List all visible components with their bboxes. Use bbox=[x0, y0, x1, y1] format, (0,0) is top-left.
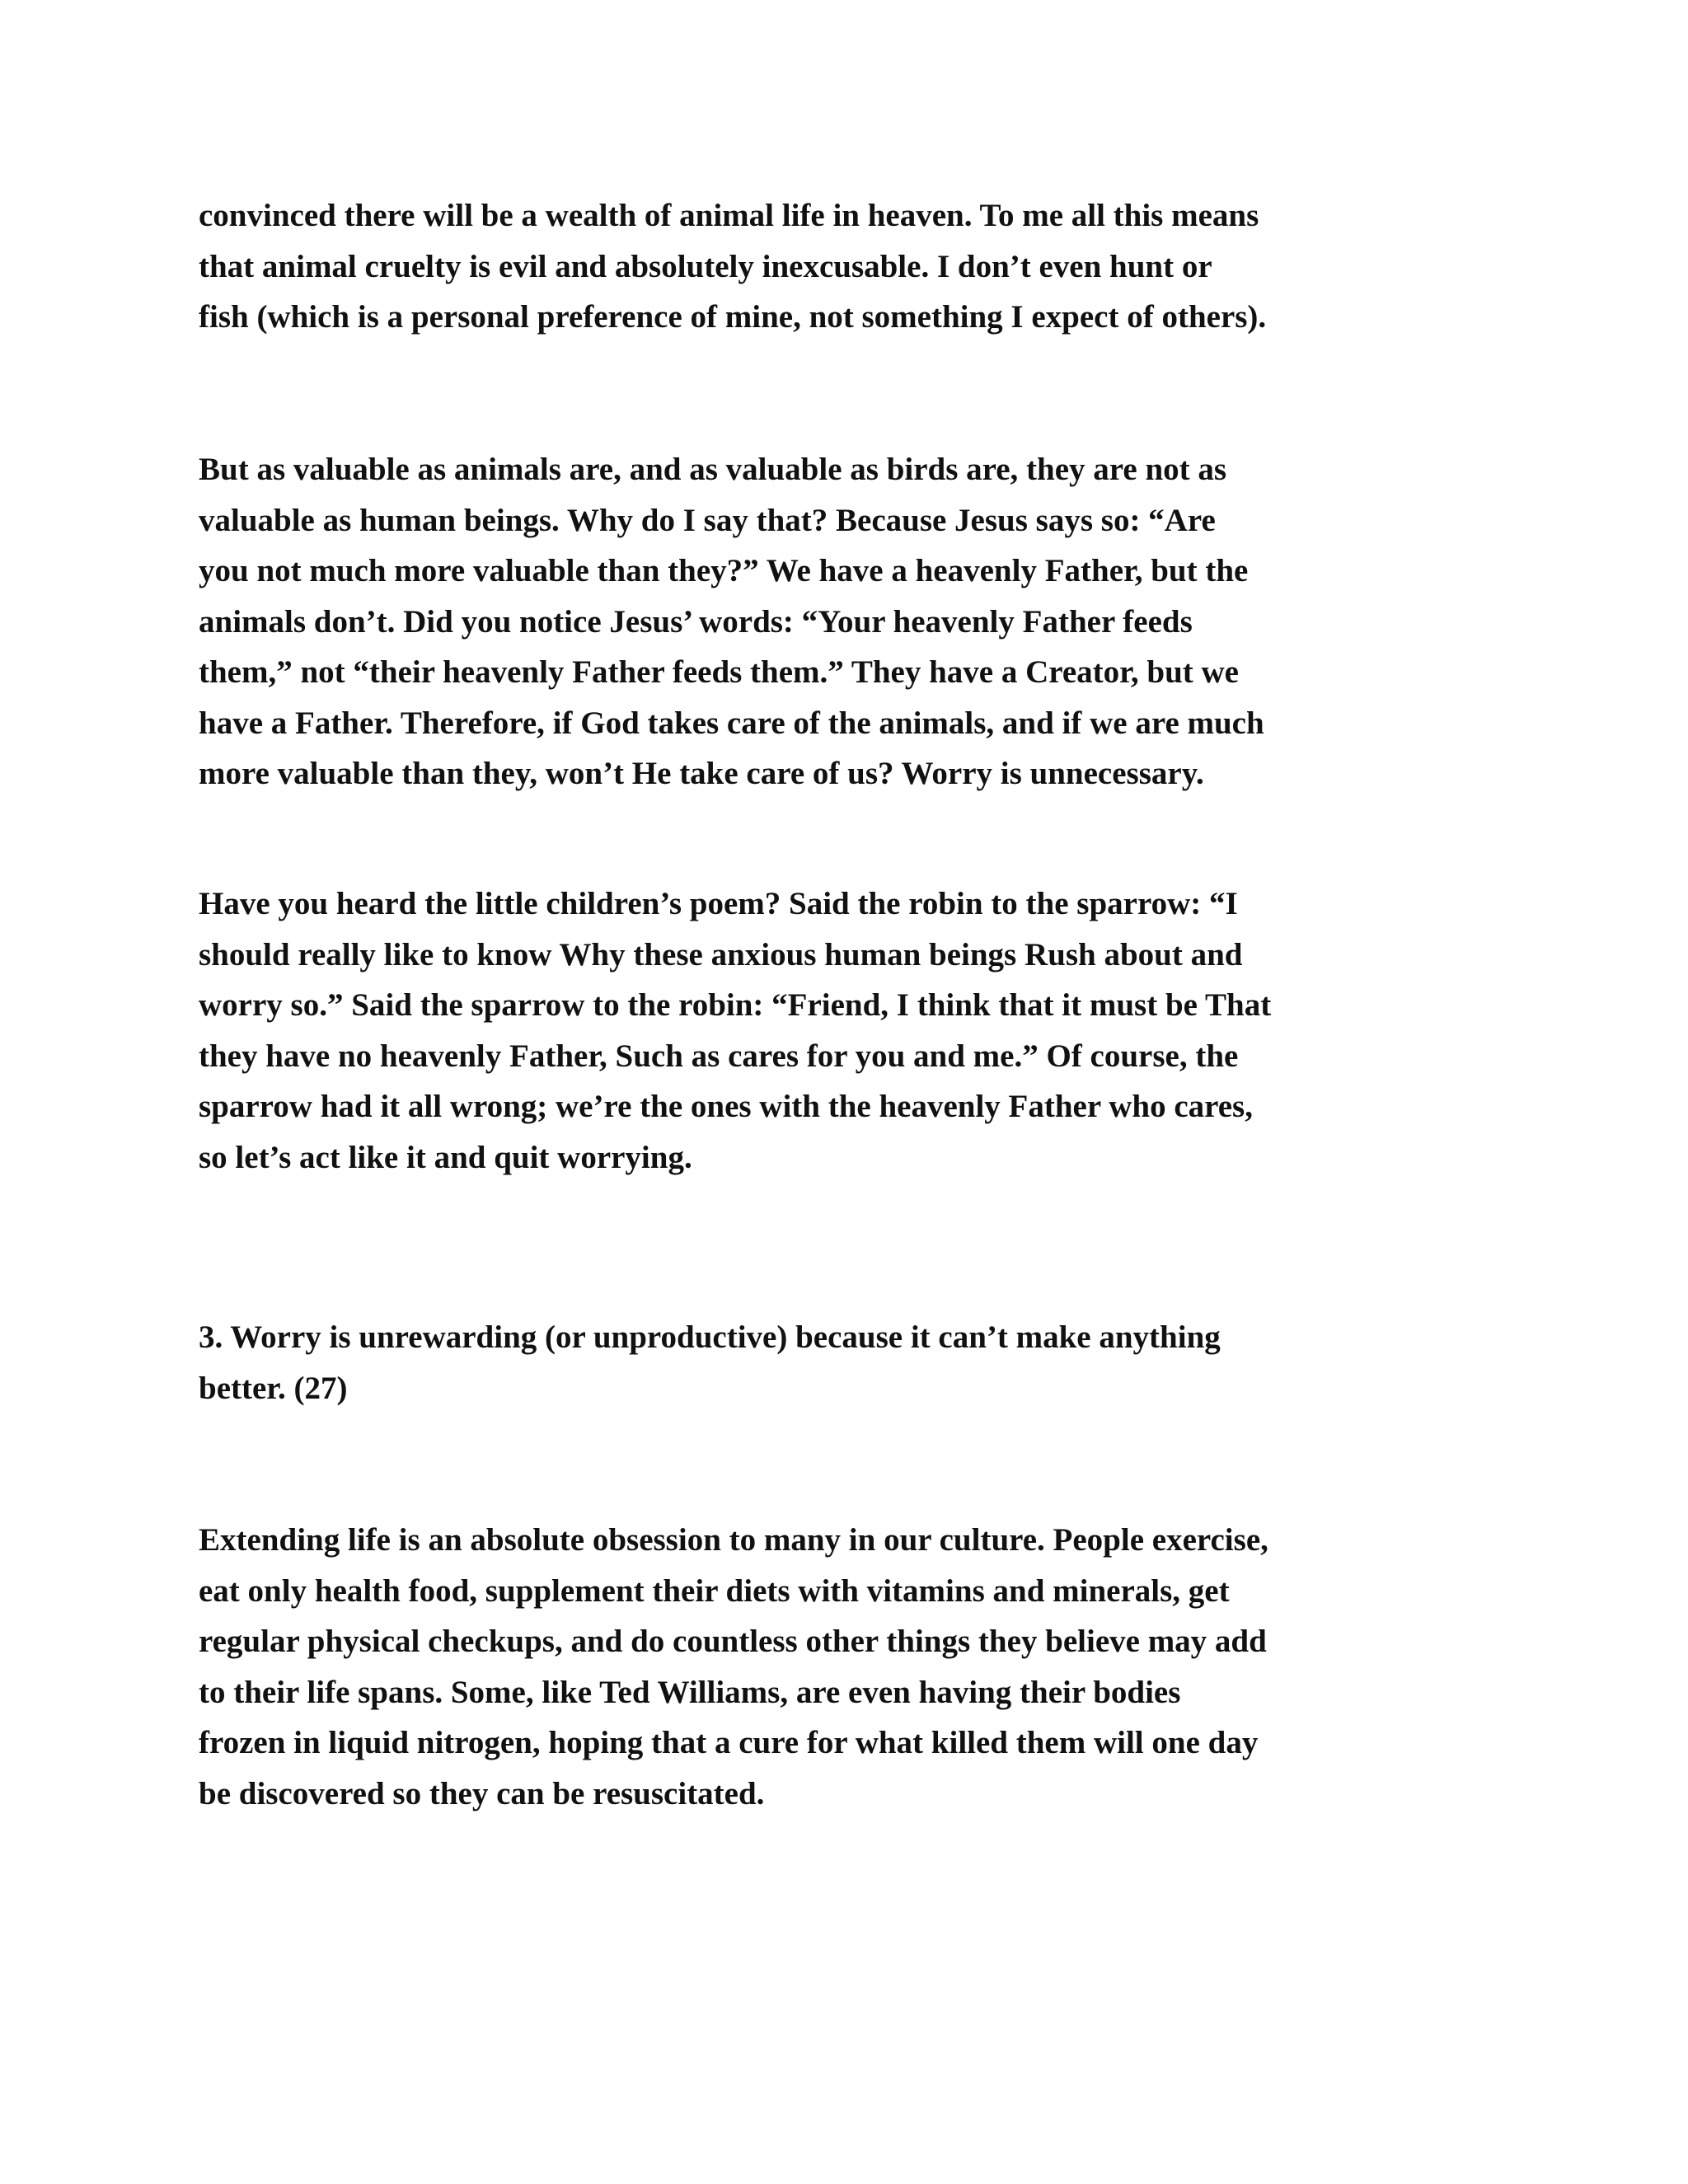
text-line: more valuable than they, won’t He take care of us? Worry is unnecessary. bbox=[199, 756, 1204, 791]
text-line: fish (which is a personal preference of mine, not something I expect of others). bbox=[199, 299, 1267, 335]
text-line: better. (27) bbox=[199, 1370, 348, 1406]
text-line: eat only health food, supplement their diets with vitamins and minerals, get bbox=[199, 1572, 1230, 1609]
text-line: be discovered so they can be resuscitated. bbox=[199, 1775, 765, 1811]
text-line: so let’s act like it and quit worrying. bbox=[199, 1139, 692, 1175]
text-line: Have you heard the little children’s poem? Said the robin to the sparrow: “I bbox=[199, 886, 1238, 921]
text-line: But as valuable as animals are, and as valuable as birds are, they are not as bbox=[199, 452, 1227, 487]
paragraph-children-poem bbox=[199, 879, 1517, 1183]
text-line: you not much more valuable than they?” We have a heavenly Father, but the bbox=[199, 553, 1249, 588]
text-line: worry so.” Said the sparrow to the robin: “Friend, I think that it must be That bbox=[199, 987, 1272, 1023]
paragraph-animal-cruelty bbox=[199, 190, 1517, 343]
text-line: they have no heavenly Father, Such as cares for you and me.” Of course, the bbox=[199, 1038, 1239, 1074]
text-line: valuable as human beings. Why do I say that? Because Jesus says so: “Are bbox=[199, 502, 1216, 538]
text-line: sparrow had it all wrong; we’re the ones with the heavenly Father who cares, bbox=[199, 1089, 1253, 1124]
paragraph-extending-life bbox=[199, 1515, 1517, 1819]
text-line: Extending life is an absolute obsession to many in our culture. People exercise, bbox=[199, 1522, 1268, 1558]
text-line: should really like to know Why these anxious human beings Rush about and bbox=[199, 936, 1243, 972]
text-line: regular physical checkups, and do countless other things they believe may add bbox=[199, 1624, 1267, 1659]
text-line: have a Father. Therefore, if God takes care of the animals, and if we are much bbox=[199, 705, 1264, 741]
text-line: frozen in liquid nitrogen, hoping that a cure for what killed them will one day bbox=[199, 1725, 1259, 1760]
text-line: 3. Worry is unrewarding (or unproductive) because it can’t make anything bbox=[199, 1319, 1221, 1355]
text-line: them,” not “their heavenly Father feeds them.” They have a Creator, but we bbox=[199, 654, 1239, 690]
section-heading-point-3 bbox=[199, 1312, 1517, 1413]
text-line: to their life spans. Some, like Ted Williams, are even having their bodies bbox=[199, 1674, 1181, 1710]
text-line: convinced there will be a wealth of animal life in heaven. To me all this means bbox=[199, 198, 1259, 233]
paragraph-valuable-as-animals bbox=[199, 444, 1517, 799]
text-line: animals don’t. Did you notice Jesus’ words: “Your heavenly Father feeds bbox=[199, 603, 1193, 640]
text-line: that animal cruelty is evil and absolutely inexcusable. I don’t even hunt or bbox=[199, 248, 1212, 284]
